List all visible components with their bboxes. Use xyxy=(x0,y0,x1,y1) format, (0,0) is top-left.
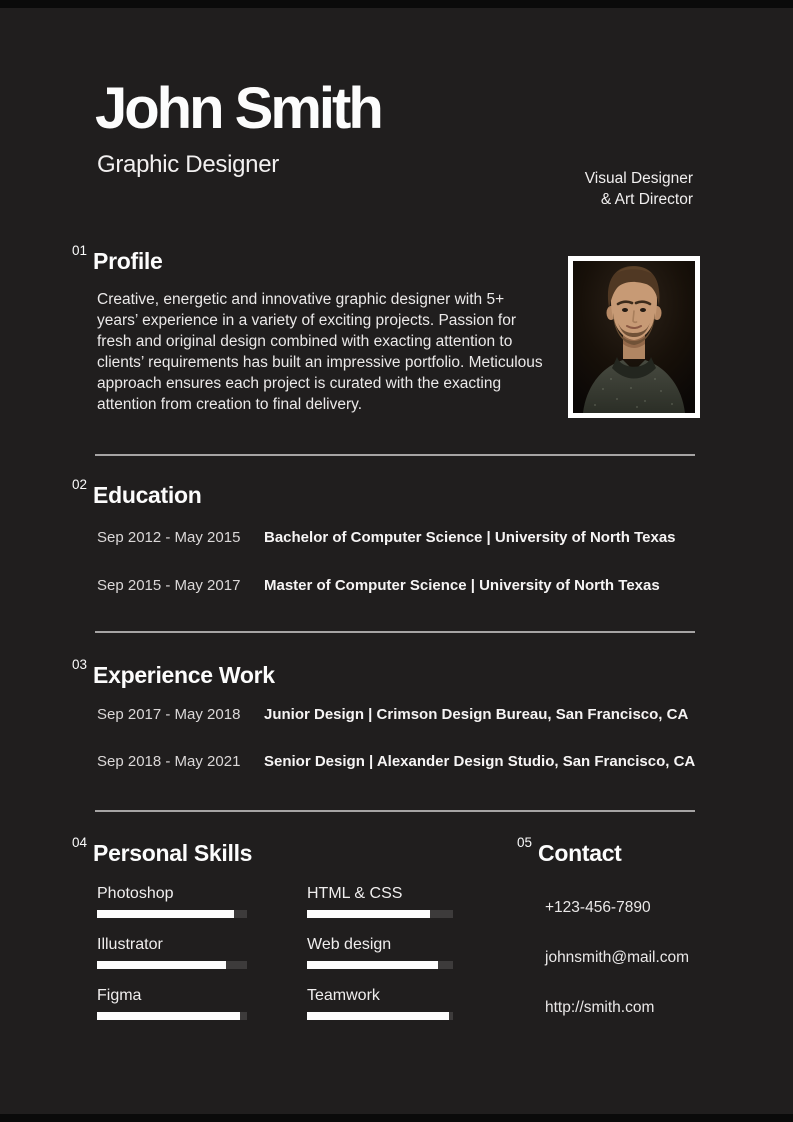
skill-progress-fill xyxy=(97,910,234,918)
section-heading-experience xyxy=(72,657,275,687)
portrait-illustration xyxy=(573,261,695,413)
section-title: Profile xyxy=(93,248,163,274)
skill-label: Teamwork xyxy=(307,987,380,1004)
education-list xyxy=(97,529,717,625)
skill-label: Illustrator xyxy=(97,936,163,953)
education-dates: Sep 2012 - May 2015 xyxy=(97,529,241,546)
experience-item xyxy=(97,706,737,724)
tagline-line1: Visual Designer xyxy=(584,170,693,187)
skill-progress-bar xyxy=(307,910,453,918)
contact-email: johnsmith@mail.com xyxy=(545,949,690,966)
section-number: 04 xyxy=(72,835,88,850)
job-title: Graphic Designer xyxy=(97,151,279,178)
skill-progress-fill xyxy=(97,961,226,969)
experience-item xyxy=(97,753,737,771)
section-divider xyxy=(95,810,695,812)
experience-dates: Sep 2017 - May 2018 xyxy=(97,706,241,723)
tagline xyxy=(585,168,693,210)
education-description: Master of Computer Science | University of North Texas xyxy=(264,577,660,594)
skill-progress-fill xyxy=(307,961,438,969)
page-title: John Smith xyxy=(95,76,381,141)
section-heading-contact xyxy=(517,835,622,865)
section-heading-skills xyxy=(72,835,252,865)
skill-label: Photoshop xyxy=(97,885,174,902)
experience-dates: Sep 2018 - May 2021 xyxy=(97,753,241,770)
experience-description: Senior Design | Alexander Design Studio, San Francisco, CA xyxy=(264,753,696,770)
section-divider xyxy=(95,631,695,633)
section-title: Experience Work xyxy=(93,662,275,688)
skill-item-photoshop xyxy=(97,884,247,918)
skill-label: Web design xyxy=(307,936,392,953)
skill-progress-bar xyxy=(307,961,453,969)
section-number: 02 xyxy=(72,477,88,492)
skill-label: Figma xyxy=(97,987,142,1004)
section-number: 01 xyxy=(72,243,88,258)
profile-photo xyxy=(568,256,700,418)
top-edge-bar xyxy=(0,0,793,8)
skill-progress-bar xyxy=(97,910,247,918)
section-title: Education xyxy=(93,482,202,508)
skill-item-figma xyxy=(97,986,247,1020)
skill-progress-bar xyxy=(97,1012,247,1020)
experience-list xyxy=(97,706,737,800)
contact-phone: +123-456-7890 xyxy=(545,899,651,916)
skill-item-html-css xyxy=(307,884,453,918)
experience-description: Junior Design | Crimson Design Bureau, San Francisco, CA xyxy=(264,706,689,723)
skill-progress-fill xyxy=(307,1012,449,1020)
bottom-edge-bar xyxy=(0,1114,793,1122)
education-item xyxy=(97,577,717,595)
education-item xyxy=(97,529,717,547)
skills-grid xyxy=(97,884,453,1020)
section-heading-profile xyxy=(72,243,163,273)
section-number: 05 xyxy=(517,835,533,850)
education-dates: Sep 2015 - May 2017 xyxy=(97,577,241,594)
section-title: Personal Skills xyxy=(93,840,253,866)
section-title: Contact xyxy=(538,840,622,866)
skill-progress-bar xyxy=(307,1012,453,1020)
profile-summary: Creative, energetic and innovative graphic designer with 5+ years’ experience in a variety of exciting projects. Passion for fresh and original design combined with exacting attention to clients’ requirements has built an impressive portfolio. Meticulous approach ensures each project is curated with the exacting attention from creation to final delivery. xyxy=(97,291,543,413)
section-heading-education xyxy=(72,477,202,507)
contact-list xyxy=(545,899,689,1049)
skill-item-web-design xyxy=(307,935,453,969)
education-description: Bachelor of Computer Science | University of North Texas xyxy=(264,529,676,546)
section-divider xyxy=(95,454,695,456)
tagline-line2: & Art Director xyxy=(600,191,693,208)
contact-website: http://smith.com xyxy=(545,999,655,1016)
skill-item-teamwork xyxy=(307,986,453,1020)
skill-item-illustrator xyxy=(97,935,247,969)
section-number: 03 xyxy=(72,657,88,672)
skill-progress-fill xyxy=(97,1012,240,1020)
skill-progress-bar xyxy=(97,961,247,969)
skill-label: HTML & CSS xyxy=(307,885,403,902)
skill-progress-fill xyxy=(307,910,430,918)
